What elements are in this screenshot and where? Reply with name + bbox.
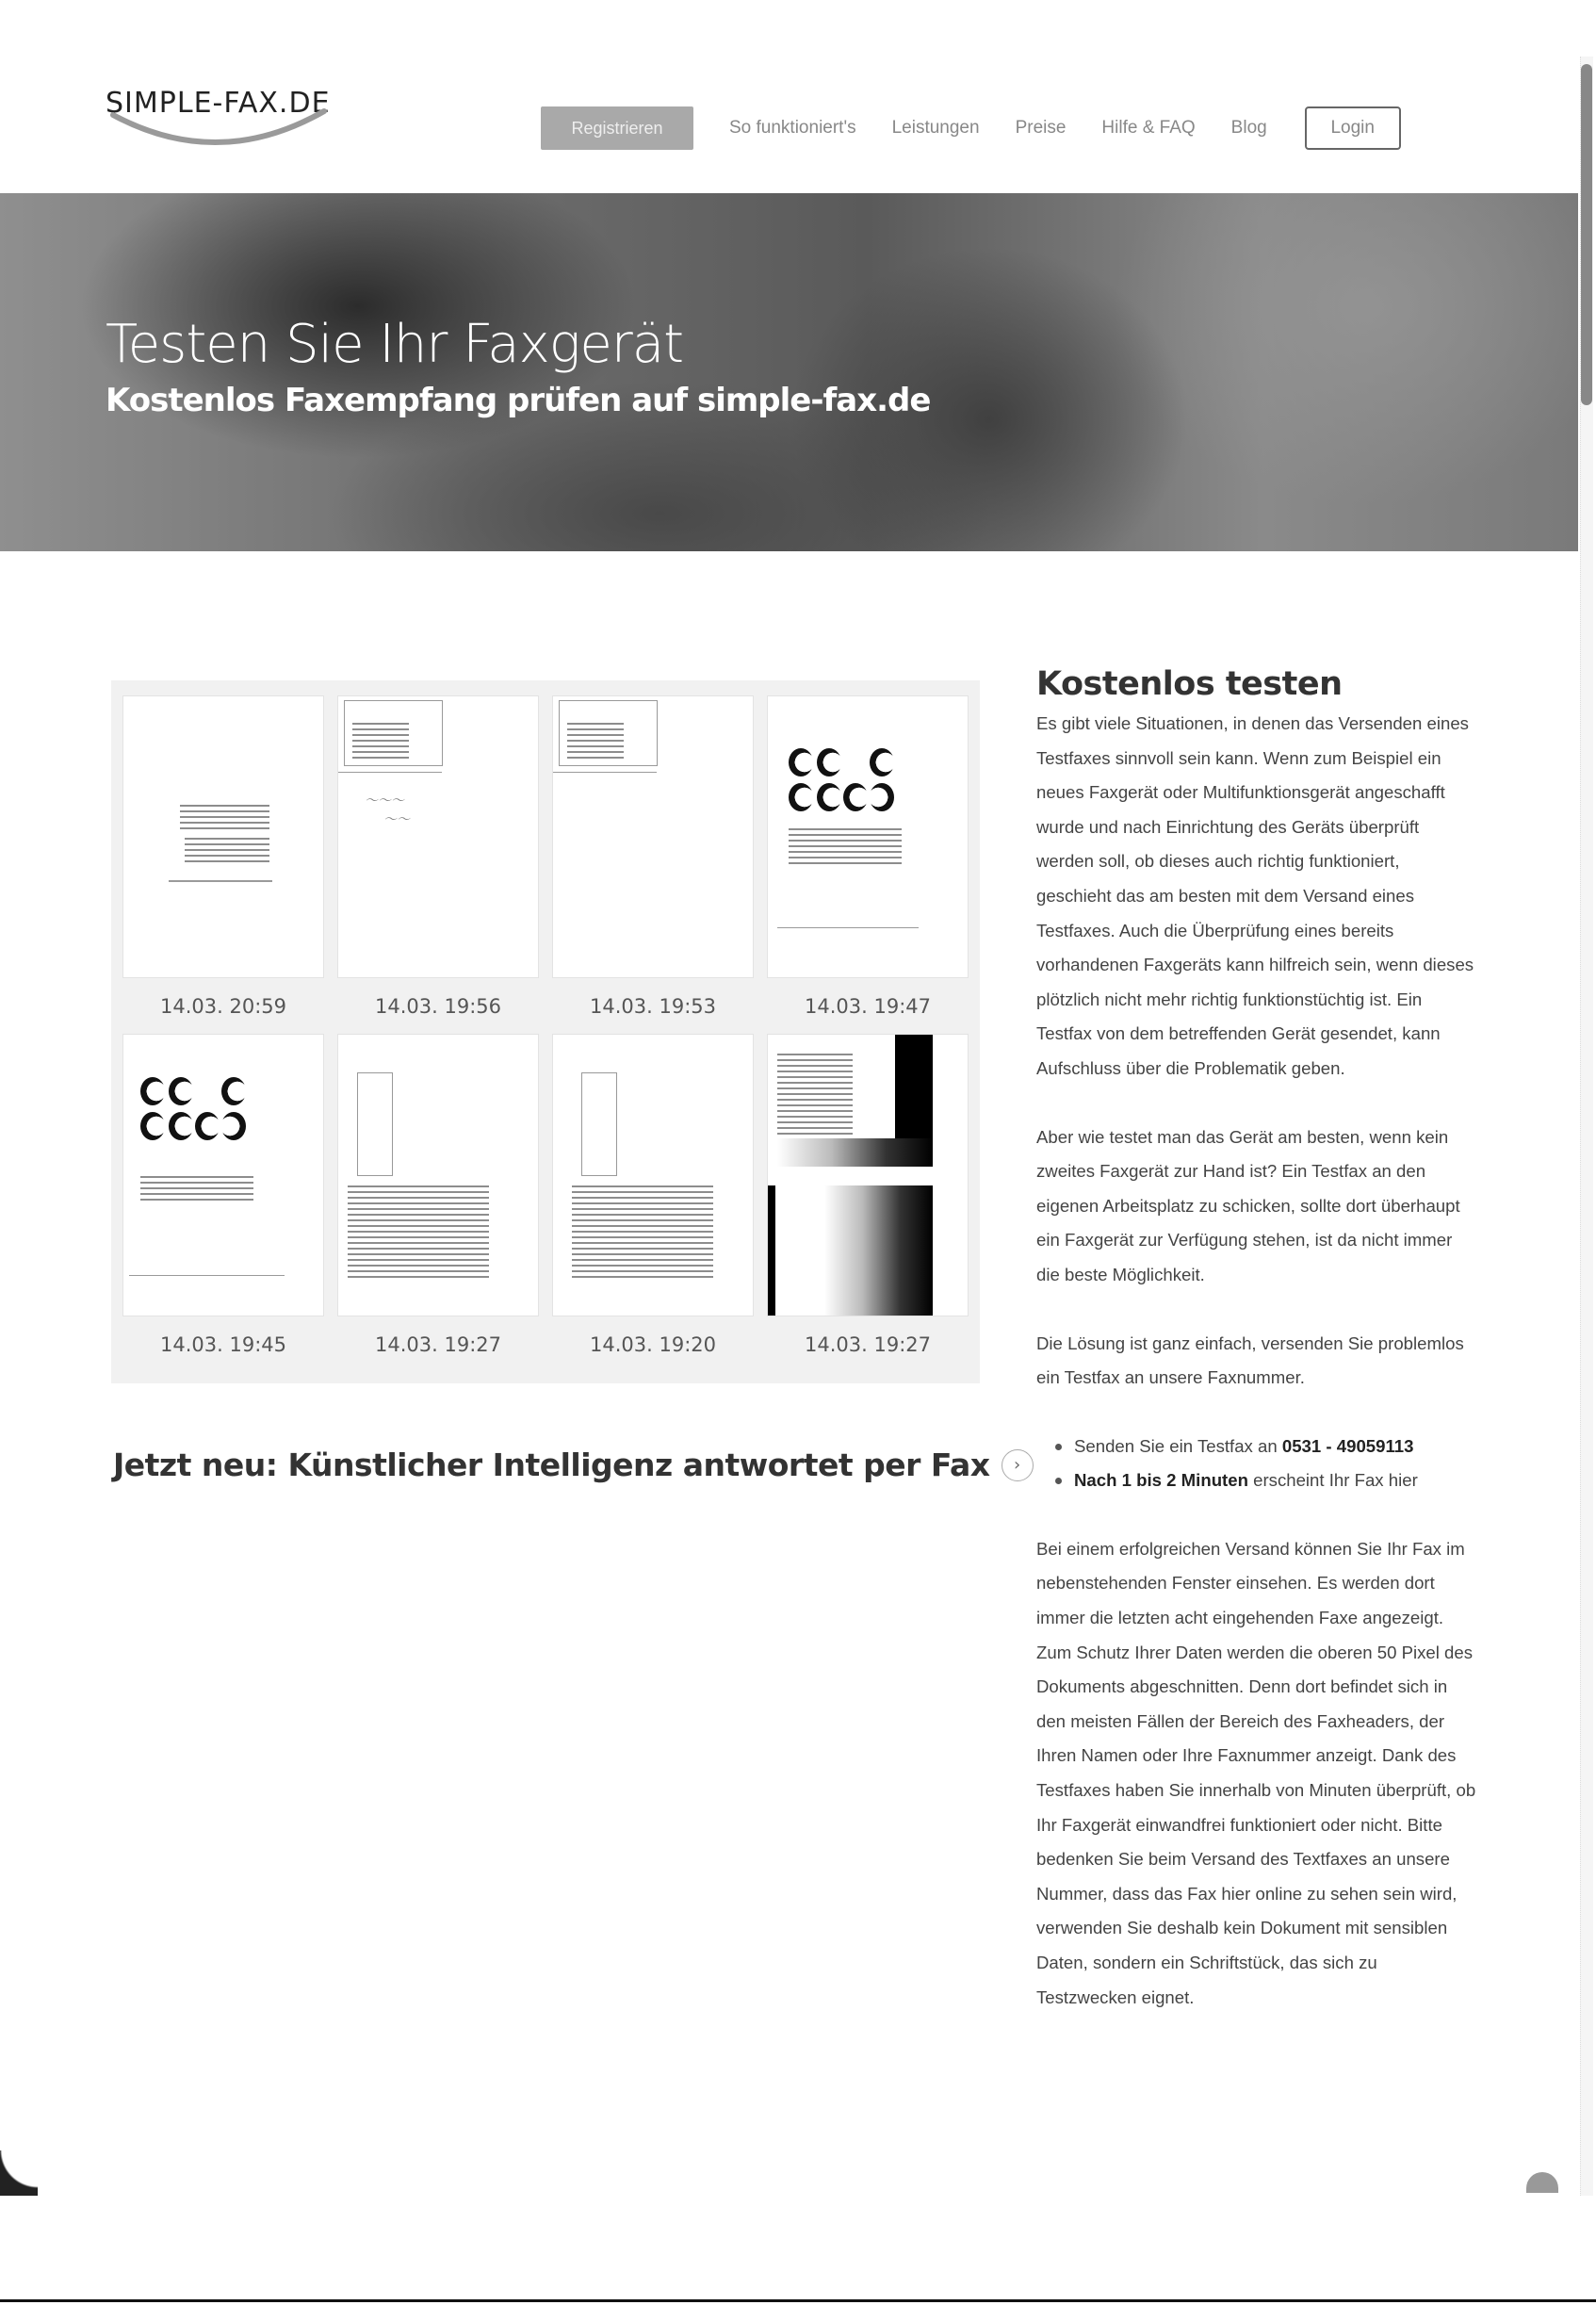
fax-timestamp: 14.03. 19:27 xyxy=(805,1333,931,1356)
fax-item[interactable] xyxy=(337,1034,539,1368)
step-text: erscheint Ihr Fax hier xyxy=(1247,1470,1418,1491)
sidebar-title: Kostenlos testen xyxy=(1036,665,1343,703)
scroll-to-top-button[interactable] xyxy=(1526,2172,1558,2193)
fax-signature-line xyxy=(169,880,272,882)
fax-rule xyxy=(777,927,919,928)
window-corner xyxy=(0,2150,38,2196)
test-pattern-pie xyxy=(221,1077,246,1105)
nav-prices[interactable]: Preise xyxy=(1015,118,1067,138)
fax-item[interactable] xyxy=(767,1034,969,1368)
hero-banner xyxy=(0,193,1578,551)
test-pattern-pie xyxy=(169,1077,193,1105)
fax-timestamp: 14.03. 19:47 xyxy=(805,995,931,1018)
fax-timestamp: 14.03. 20:59 xyxy=(160,995,286,1018)
hero-subtitle: Kostenlos Faxempfang prüfen auf simple-fax.de xyxy=(106,382,931,419)
fax-diagram xyxy=(357,1072,393,1176)
sidebar-paragraph: Bei einem erfolgreichen Versand können Sie Ihr Fax im nebenstehenden Fenster einsehen. Es werden dort immer die letzten acht eingehenden Faxe angezeigt. Zum Schutz Ihrer Daten werden die oberen 50 Pixel des Dokuments abgeschnitten. Denn dort befindet sich in den meisten Fällen der Bereich des Faxheaders, der Ihren Namen oder Ihre Faxnummer anzeigt. Dank des Testfaxes haben Sie innerhalb von Minuten überprüft, ob Ihr Faxgerät einwandfrei funktioniert oder nicht. Bitte bedenken Sie beim Versand des Textfaxes an unsere Nummer, dass das Fax hier online zu sehen sein wird, verwenden Sie deshalb kein Dokument mit sensiblen Daten, sondern ein Schriftstück, das sich zu Testzwecken eignet. xyxy=(1036,1538,1476,2007)
test-pattern-pie xyxy=(789,783,813,811)
fax-text-block xyxy=(352,723,409,760)
fax-thumbnail[interactable] xyxy=(122,695,324,978)
fax-timestamp: 14.03. 19:27 xyxy=(375,1333,501,1356)
ai-news-heading[interactable]: Jetzt neu: Künstlicher Intelligenz antwortet per Fax xyxy=(113,1447,990,1483)
ai-news-link[interactable] xyxy=(113,1447,1034,1483)
test-pattern-pie xyxy=(870,748,894,777)
fax-timestamp: 14.03. 19:53 xyxy=(590,995,716,1018)
test-pattern-pie xyxy=(817,748,841,777)
fax-thumbnail[interactable] xyxy=(122,1034,324,1316)
nav-register-button[interactable]: Registrieren xyxy=(541,106,693,150)
test-pattern-pie xyxy=(140,1077,165,1105)
test-pattern-pie xyxy=(169,1112,193,1140)
fax-thumbnail[interactable] xyxy=(552,1034,754,1316)
fax-dark-area xyxy=(824,1185,933,1316)
handwriting-mark: 〜〜 xyxy=(383,812,410,827)
main-nav xyxy=(541,106,1401,151)
step-text: Senden Sie ein Testfax an xyxy=(1074,1435,1282,1456)
fax-text-block xyxy=(185,838,269,866)
fax-timestamp: 14.03. 19:45 xyxy=(160,1333,286,1356)
fax-thumbnail[interactable] xyxy=(337,1034,539,1316)
test-pattern-pie xyxy=(789,748,813,777)
fax-thumbnail[interactable] xyxy=(767,695,969,978)
fax-thumbnail[interactable] xyxy=(552,695,754,978)
fax-item[interactable] xyxy=(552,695,754,1030)
handwriting-mark: 〜〜〜 xyxy=(365,793,404,809)
fax-text-block xyxy=(572,1185,713,1280)
fax-text-block xyxy=(789,828,902,866)
sidebar-paragraph: Die Lösung ist ganz einfach, versenden Sie problemlos ein Testfax an unsere Faxnummer. xyxy=(1036,1332,1464,1388)
fax-rule xyxy=(553,772,657,773)
logo-swoosh-icon xyxy=(106,98,379,155)
fax-number: 0531 - 49059113 xyxy=(1281,1435,1414,1456)
logo-text: SIMPLE-FAX.DE xyxy=(106,87,331,120)
fax-text-block xyxy=(567,723,624,760)
nav-login-button[interactable]: Login xyxy=(1305,106,1401,150)
step-duration: Nach 1 bis 2 Minuten xyxy=(1074,1470,1248,1491)
fax-diagram xyxy=(581,1072,617,1176)
scrollbar-thumb[interactable] xyxy=(1581,64,1592,405)
fax-gallery xyxy=(111,680,980,1383)
step-item xyxy=(1053,1430,1479,1464)
nav-how-it-works[interactable]: So funktioniert's xyxy=(729,118,856,138)
sidebar-paragraph: Aber wie testet man das Gerät am besten, wenn kein zweites Faxgerät zur Hand ist? Ein Testfax an den eigenen Arbeitsplatz zu schicken, sollte dort überhaupt ein Faxgerät zur Verfügung stehen, ist da nicht immer die beste Möglichkeit. xyxy=(1036,1126,1460,1284)
fax-item[interactable] xyxy=(337,695,539,1030)
fax-timestamp: 14.03. 19:56 xyxy=(375,995,501,1018)
step-item xyxy=(1053,1463,1479,1498)
fax-item[interactable] xyxy=(122,1034,324,1368)
info-sidebar xyxy=(1036,660,1479,2015)
window-bottom-border xyxy=(0,2299,1596,2302)
nav-blog[interactable]: Blog xyxy=(1230,118,1267,138)
hero-title: Testen Sie Ihr Faxgerät xyxy=(106,314,684,375)
fax-text-block xyxy=(777,1054,853,1138)
test-pattern-pie xyxy=(843,783,868,811)
test-pattern-pie xyxy=(195,1112,220,1140)
fax-timestamp: 14.03. 19:20 xyxy=(590,1333,716,1356)
fax-rule xyxy=(129,1275,285,1276)
test-pattern-pie xyxy=(817,783,841,811)
sidebar-paragraph: Es gibt viele Situationen, in denen das Versenden eines Testfaxes sinnvoll sein kann. Wenn zum Beispiel ein neues Faxgerät oder Multifunktionsgerät angeschafft wurde und nach Einrichtung des Geräts überprüft werden soll, ob dieses auch richtig funktioniert, geschieht das am besten mit dem Versand eines Testfaxes. Auch die Überprüfung eines bereits vorhandenen Faxgeräts kann hilfreich sein, wenn dieses plötzlich nicht mehr richtig funktionstüchtig ist. Ein Testfax von dem betreffenden Gerät gesendet, kann Aufschluss über die Problematik geben. xyxy=(1036,713,1474,1078)
fax-dark-area xyxy=(777,1138,933,1167)
nav-services[interactable]: Leistungen xyxy=(891,118,980,138)
test-pattern-pie xyxy=(870,783,894,811)
test-pattern-pie xyxy=(140,1112,165,1140)
fax-item[interactable] xyxy=(767,695,969,1030)
nav-help-faq[interactable]: Hilfe & FAQ xyxy=(1101,118,1196,138)
site-logo[interactable] xyxy=(106,87,388,153)
fax-text-block xyxy=(180,805,269,833)
steps-list xyxy=(1036,1430,1479,1498)
test-pattern-pie xyxy=(221,1112,246,1140)
fax-thumbnail[interactable] xyxy=(767,1034,969,1316)
fax-rule xyxy=(338,772,442,773)
fax-text-block xyxy=(140,1176,253,1204)
fax-text-block xyxy=(348,1185,489,1280)
chevron-right-circle-icon[interactable]: › xyxy=(1002,1449,1034,1481)
fax-item[interactable] xyxy=(552,1034,754,1368)
fax-dark-area xyxy=(768,1185,775,1316)
fax-item[interactable] xyxy=(122,695,324,1030)
fax-thumbnail[interactable] xyxy=(337,695,539,978)
